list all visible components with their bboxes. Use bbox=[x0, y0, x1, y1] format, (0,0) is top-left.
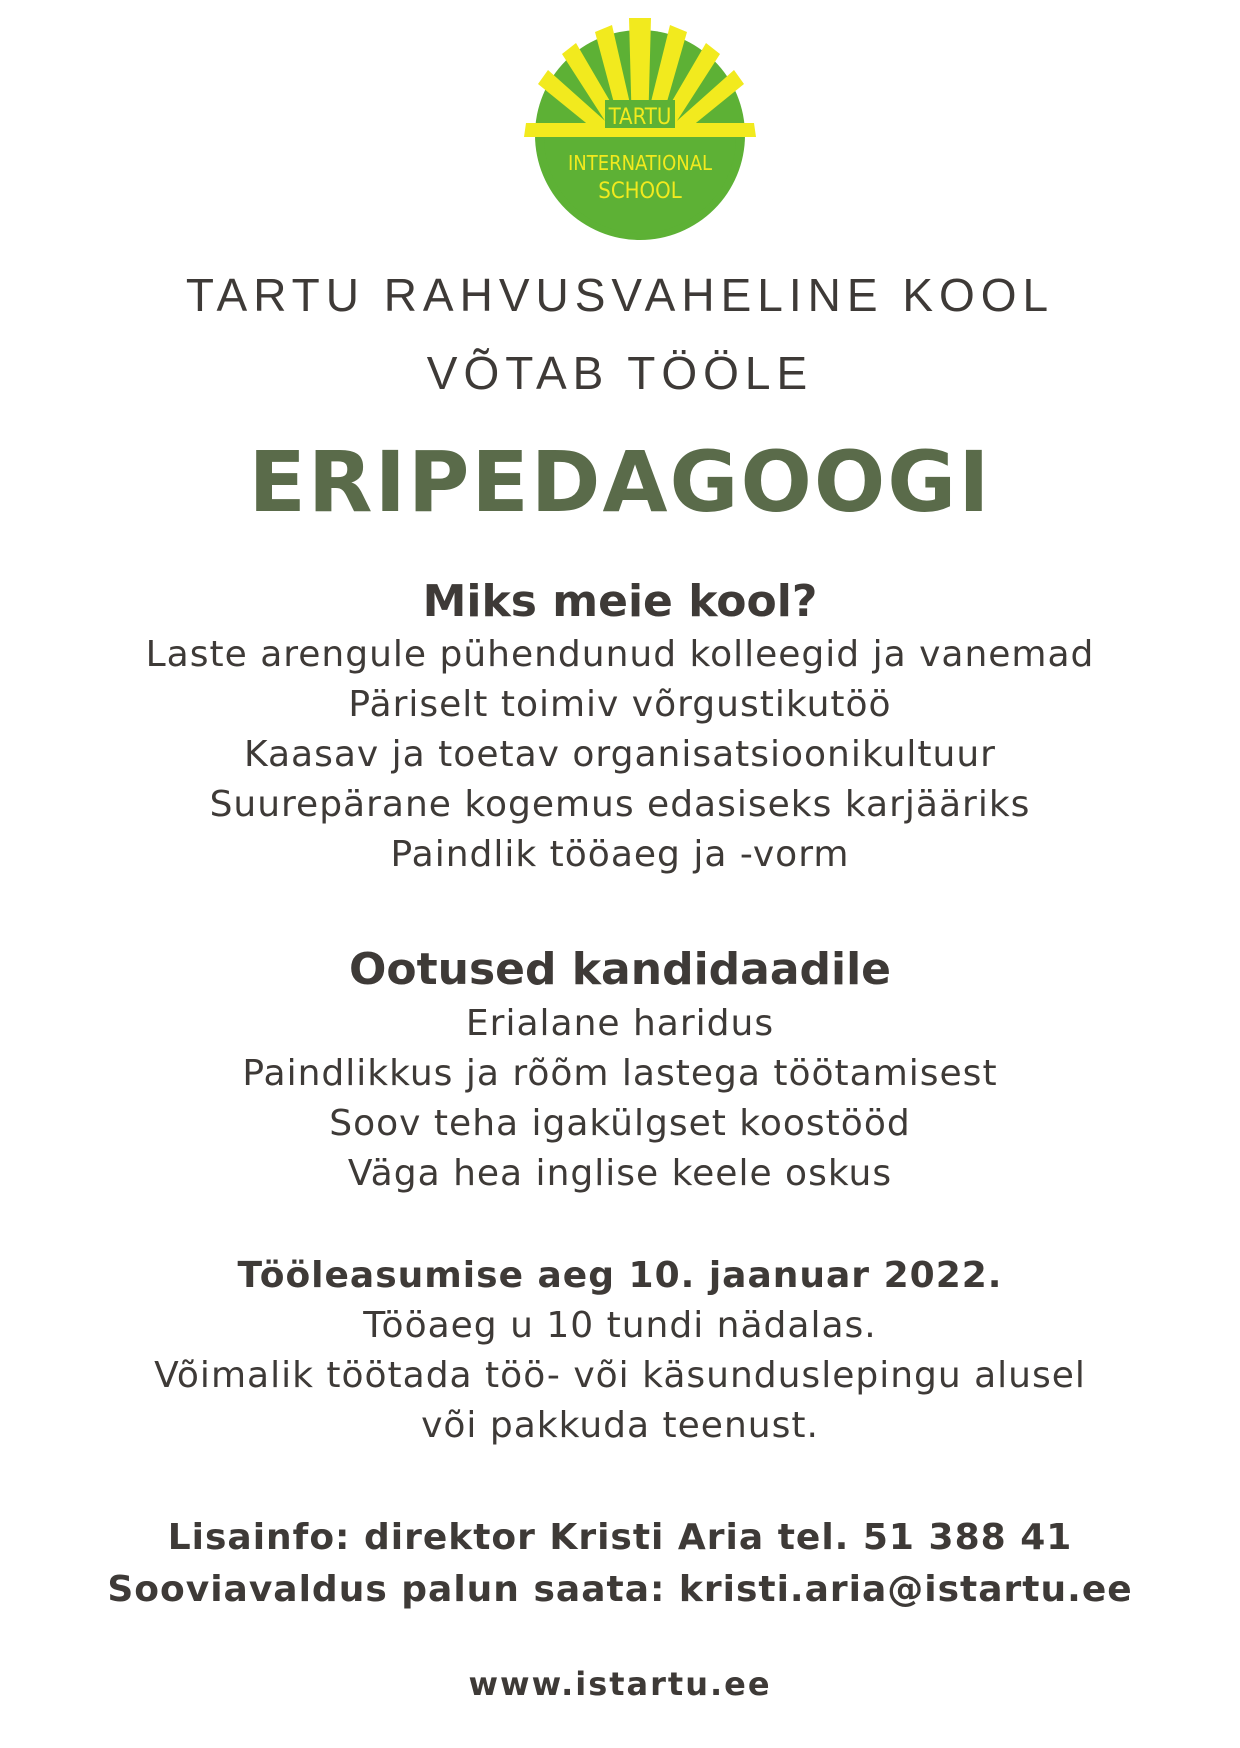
contact-info: Lisainfo: direktor Kristi Aria tel. 51 388 41 bbox=[167, 1517, 1073, 1558]
sun-logo-icon bbox=[510, 10, 770, 250]
start-date: Tööleasumise aeg 10. jaanuar 2022. bbox=[237, 1255, 1003, 1296]
logo-text-school: SCHOOL bbox=[598, 179, 682, 204]
service-option: või pakkuda teenust. bbox=[421, 1405, 819, 1446]
list-item: Väga hea inglise keele oskus bbox=[347, 1153, 893, 1194]
page-title: ERIPEDAGOOGI bbox=[248, 433, 992, 531]
why-heading: Miks meie kool? bbox=[422, 576, 818, 627]
list-item: Kaasav ja toetav organisatsioonikultuur bbox=[244, 734, 996, 775]
school-logo bbox=[510, 10, 770, 250]
list-item: Laste arengule pühendunud kolleegid ja vanemad bbox=[145, 634, 1095, 675]
website-link[interactable]: www.istartu.ee bbox=[468, 1665, 772, 1703]
list-item: Päriselt toimiv võrgustikutöö bbox=[348, 684, 892, 725]
work-hours: Tööaeg u 10 tundi nädalas. bbox=[363, 1305, 877, 1346]
expectations-heading: Ootused kandidaadile bbox=[348, 944, 892, 995]
application-email: Sooviavaldus palun saata: kristi.aria@istartu.ee bbox=[107, 1569, 1133, 1610]
list-item: Paindlikkus ja rõõm lastega töötamisest bbox=[242, 1053, 998, 1094]
list-item: Erialane haridus bbox=[465, 1003, 775, 1044]
list-item: Suurepärane kogemus edasiseks karjääriks bbox=[209, 784, 1031, 825]
logo-text-international: INTERNATIONAL bbox=[567, 151, 713, 175]
school-name: TARTU RAHVUSVAHELINE KOOL bbox=[185, 269, 1055, 321]
hiring-line: VÕTAB TÖÖLE bbox=[426, 347, 814, 399]
why-list bbox=[0, 630, 1240, 880]
expectations-list bbox=[0, 999, 1240, 1199]
logo-text-tartu: TARTU bbox=[608, 105, 672, 130]
list-item: Paindlik tööaeg ja -vorm bbox=[390, 834, 850, 875]
contract-type: Võimalik töötada töö- või käsunduslepingu alusel bbox=[154, 1355, 1086, 1396]
list-item: Soov teha igakülgset koostööd bbox=[329, 1103, 911, 1144]
